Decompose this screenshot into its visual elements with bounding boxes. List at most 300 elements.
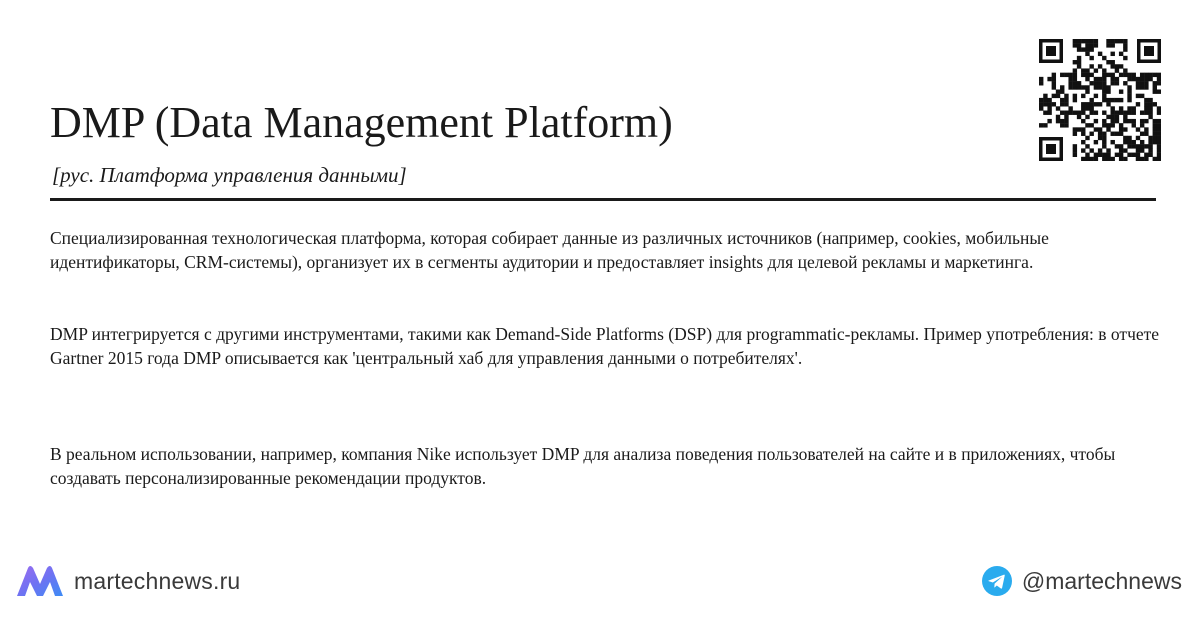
qr-module [1064,115,1068,119]
qr-module [1068,85,1072,89]
qr-module [1148,102,1152,106]
qr-module [1077,81,1081,85]
qr-module [1153,136,1157,140]
qr-module [1153,132,1157,136]
usage-example-paragraph: В реальном использовании, например, компания Nike использует DMP для анализа поведения пользователей на сайте и в приложениях, чтобы создавать персонализированные рекомендации продуктов. [50,444,1116,488]
telegram-handle: @martechnews [1021,567,1182,594]
qr-module [1085,153,1089,157]
qr-module [1148,148,1152,152]
qr-module [1085,85,1089,89]
qr-module [1157,89,1161,93]
qr-module [1127,98,1131,102]
qr-module [1047,111,1051,115]
qr-module [1106,73,1110,77]
qr-module [1077,85,1081,89]
qr-module [1115,115,1119,119]
qr-module [1119,64,1123,68]
qr-module [1153,81,1157,85]
qr-module [1140,73,1144,77]
qr-module [1081,111,1085,115]
qr-module [1073,98,1077,102]
qr-module [1047,77,1051,81]
qr-module [1119,89,1123,93]
qr-module [1111,52,1115,56]
qr-module [1047,119,1051,123]
qr-module [1068,106,1072,110]
martechnews-logo-icon [15,564,65,598]
qr-module [1073,132,1077,136]
qr-module [1043,98,1047,102]
qr-module [1102,89,1106,93]
qr-module [1085,43,1089,47]
qr-module [1081,157,1085,161]
qr-module [1081,119,1085,123]
qr-module [1144,111,1148,115]
qr-module [1119,148,1123,152]
qr-module [1052,81,1056,85]
qr-module [1148,111,1152,115]
qr-module [1094,157,1098,161]
qr-module [1064,94,1068,98]
qr-module [1098,102,1102,106]
qr-module [1136,148,1140,152]
qr-module [1153,89,1157,93]
qr-module [1132,106,1136,110]
qr-module [1073,43,1077,47]
qr-module [1085,39,1089,43]
qr-module [1140,81,1144,85]
qr-module [1102,111,1106,115]
qr-module [1089,102,1093,106]
qr-module [1157,136,1161,140]
qr-module [1136,136,1140,140]
qr-module [1102,157,1106,161]
qr-module [1115,132,1119,136]
qr-module [1098,153,1102,157]
qr-module [1140,123,1144,127]
qr-module [1098,64,1102,68]
qr-module [1144,73,1148,77]
qr-module [1144,102,1148,106]
qr-module [1123,119,1127,123]
qr-module [1081,73,1085,77]
qr-module [1157,111,1161,115]
qr-module [1094,119,1098,123]
qr-module [1140,157,1144,161]
qr-module [1106,85,1110,89]
qr-module [1043,123,1047,127]
qr-module [1102,136,1106,140]
qr-module [1144,119,1148,123]
qr-module [1106,115,1110,119]
qr-module [1102,77,1106,81]
qr-module [1094,153,1098,157]
qr-module [1140,144,1144,148]
qr-module [1081,85,1085,89]
qr-module [1153,140,1157,144]
page-title: DMP (Data Management Platform) [50,98,673,147]
qr-module [1157,132,1161,136]
qr-module [1102,68,1106,72]
qr-module [1123,73,1127,77]
qr-module [1127,111,1131,115]
qr-module [1043,94,1047,98]
qr-module [1127,153,1131,157]
qr-module [1153,157,1157,161]
qr-module [1073,127,1077,131]
qr-module [1102,73,1106,77]
qr-module [1085,106,1089,110]
qr-module [1157,157,1161,161]
qr-module [1127,73,1131,77]
qr-module [1073,73,1077,77]
qr-module [1144,77,1148,81]
qr-module [1123,43,1127,47]
qr-module [1123,157,1127,161]
qr-module [1060,98,1064,102]
qr-code-icon[interactable] [1039,39,1161,161]
qr-module [1094,68,1098,72]
qr-module [1098,52,1102,56]
qr-module [1153,73,1157,77]
qr-module [1127,140,1131,144]
qr-module [1106,89,1110,93]
qr-module [1111,157,1115,161]
qr-module [1085,73,1089,77]
qr-module [1060,85,1064,89]
qr-module [1077,39,1081,43]
qr-module [1136,102,1140,106]
qr-module [1140,119,1144,123]
qr-module [1111,115,1115,119]
qr-module [1102,85,1106,89]
qr-module [1153,127,1157,131]
qr-module [1106,157,1110,161]
qr-module [1089,111,1093,115]
qr-module [1089,56,1093,60]
qr-module [1098,148,1102,152]
qr-module [1102,144,1106,148]
qr-module [1064,73,1068,77]
qr-module [1089,64,1093,68]
qr-module [1157,123,1161,127]
qr-module [1132,144,1136,148]
qr-module [1106,60,1110,64]
qr-module [1077,111,1081,115]
qr-module [1047,106,1051,110]
qr-module [1157,144,1161,148]
qr-module [1073,111,1077,115]
qr-module [1136,144,1140,148]
qr-module [1111,77,1115,81]
qr-module [1140,94,1144,98]
qr-module [1043,102,1047,106]
qr-module [1127,77,1131,81]
qr-module [1115,68,1119,72]
qr-module [1111,98,1115,102]
qr-module [1157,81,1161,85]
qr-module [1039,77,1043,81]
qr-module [1077,127,1081,131]
qr-module [1148,73,1152,77]
qr-module [1111,73,1115,77]
qr-module [1111,123,1115,127]
definition-paragraph: Специализированная технологическая платформа, которая собирает данные из различных источников (например, cookies, мобильные идентификаторы, CRM-системы), организует их в сегменты аудитории и предоставляет insights для целевой рекламы и маркетинга. [50,228,1049,272]
qr-module [1102,132,1106,136]
qr-module [1157,119,1161,123]
qr-module [1140,140,1144,144]
qr-module [1144,132,1148,136]
qr-module [1073,60,1077,64]
qr-module [1064,102,1068,106]
qr-module [1127,85,1131,89]
telegram-link[interactable] [982,566,1182,596]
qr-module [1111,140,1115,144]
qr-module [1140,132,1144,136]
qr-module [1119,157,1123,161]
qr-module [1085,47,1089,51]
qr-module [1119,132,1123,136]
qr-module [1085,102,1089,106]
qr-module [1119,73,1123,77]
qr-module [1056,119,1060,123]
qr-module [1123,68,1127,72]
qr-module [1052,102,1056,106]
qr-module [1098,85,1102,89]
qr-module [1136,77,1140,81]
qr-module [1056,106,1060,110]
qr-module [1115,81,1119,85]
qr-module [1123,136,1127,140]
qr-module [1136,157,1140,161]
qr-module [1085,89,1089,93]
qr-module [1068,111,1072,115]
qr-module [1064,98,1068,102]
qr-module [1089,47,1093,51]
qr-module [1094,94,1098,98]
qr-module [1102,123,1106,127]
qr-module [1127,119,1131,123]
qr-module [1115,119,1119,123]
title-divider [50,198,1156,201]
qr-module [1064,119,1068,123]
qr-module [1102,153,1106,157]
qr-module [1157,148,1161,152]
qr-module [1089,43,1093,47]
qr-module [1132,77,1136,81]
qr-module [1123,127,1127,131]
qr-module [1081,94,1085,98]
qr-module [1148,140,1152,144]
qr-module [1119,111,1123,115]
qr-module [1068,73,1072,77]
qr-module [1060,111,1064,115]
qr-module [1136,127,1140,131]
qr-module [1085,157,1089,161]
qr-module [1102,81,1106,85]
qr-module [1140,85,1144,89]
qr-module [1111,119,1115,123]
qr-module [1098,132,1102,136]
qr-module [1111,111,1115,115]
qr-module [1111,64,1115,68]
qr-module [1115,39,1119,43]
qr-module [1089,132,1093,136]
qr-module [1123,39,1127,43]
qr-module [1148,77,1152,81]
qr-module [1052,77,1056,81]
qr-module [1123,111,1127,115]
qr-module [1039,81,1043,85]
qr-module [1102,140,1106,144]
qr-module [1127,106,1131,110]
qr-module [1089,81,1093,85]
qr-module [1119,144,1123,148]
qr-module [1127,136,1131,140]
page-subtitle: [рус. Платформа управления данными] [52,163,407,187]
qr-module [1089,157,1093,161]
qr-module [1089,123,1093,127]
qr-module [1132,123,1136,127]
qr-module [1094,102,1098,106]
qr-module [1144,127,1148,131]
qr-module [1073,81,1077,85]
qr-module [1119,123,1123,127]
footer-brand[interactable] [15,564,240,598]
qr-module [1111,39,1115,43]
qr-module [1085,144,1089,148]
qr-module [1119,39,1123,43]
qr-module [1081,140,1085,144]
qr-module [1153,102,1157,106]
qr-module [1144,98,1148,102]
qr-module [1148,106,1152,110]
qr-module [1081,47,1085,51]
qr-module [1039,106,1043,110]
qr-module [1052,73,1056,77]
qr-module [1064,111,1068,115]
qr-module [1123,115,1127,119]
qr-module [1060,89,1064,93]
qr-module [1144,144,1148,148]
qr-module [1115,64,1119,68]
qr-module [1123,81,1127,85]
qr-module [1068,81,1072,85]
qr-module [1064,123,1068,127]
qr-module [1077,60,1081,64]
qr-module [1060,102,1064,106]
qr-module [1077,47,1081,51]
integration-paragraph: DMP интегрируется с другими инструментами, такими как Demand-Side Platforms (DSP) для programmatic-рекламы. Пример употребления: в отчете Gartner 2015 года DMP описывается как 'центральный хаб для управления данными о потребителях'. [50,324,1160,368]
qr-module [1153,123,1157,127]
qr-module [1106,123,1110,127]
qr-module [1094,85,1098,89]
qr-module [1123,148,1127,152]
qr-module [1056,89,1060,93]
qr-module [1073,148,1077,152]
qr-module [1123,140,1127,144]
qr-module [1106,39,1110,43]
qr-module [1077,64,1081,68]
qr-module [1085,77,1089,81]
qr-module [1081,106,1085,110]
qr-module [1127,89,1131,93]
qr-module [1132,119,1136,123]
qr-module [1144,81,1148,85]
qr-module [1119,127,1123,131]
qr-module [1094,39,1098,43]
qr-module [1106,43,1110,47]
qr-module [1089,98,1093,102]
qr-module [1132,73,1136,77]
qr-module [1115,77,1119,81]
qr-module [1098,136,1102,140]
qr-module [1043,111,1047,115]
qr-module [1148,115,1152,119]
qr-module [1098,81,1102,85]
qr-module [1106,98,1110,102]
qr-module [1085,68,1089,72]
qr-module [1136,153,1140,157]
qr-module [1123,47,1127,51]
qr-module [1144,85,1148,89]
qr-module [1157,127,1161,131]
qr-module [1144,153,1148,157]
qr-module [1140,77,1144,81]
qr-module [1089,106,1093,110]
qr-module [1102,94,1106,98]
qr-module [1094,140,1098,144]
qr-module [1157,140,1161,144]
qr-module [1085,115,1089,119]
qr-module [1081,102,1085,106]
qr-module [1089,73,1093,77]
qr-module [1073,77,1077,81]
qr-module [1077,43,1081,47]
qr-module [1106,148,1110,152]
qr-module [1111,43,1115,47]
qr-module [1039,102,1043,106]
qr-module [1085,123,1089,127]
qr-module [1102,56,1106,60]
qr-module [1157,73,1161,77]
qr-module [1077,115,1081,119]
qr-module [1140,111,1144,115]
qr-module [1094,43,1098,47]
qr-module [1119,106,1123,110]
qr-module [1111,132,1115,136]
qr-module [1132,111,1136,115]
qr-module [1148,144,1152,148]
qr-module [1081,148,1085,152]
qr-module [1047,102,1051,106]
qr-module [1047,98,1051,102]
qr-module [1052,94,1056,98]
qr-module [1073,68,1077,72]
qr-module [1102,119,1106,123]
qr-module [1060,119,1064,123]
qr-module [1127,94,1131,98]
qr-module [1144,157,1148,161]
qr-module [1115,144,1119,148]
qr-module [1060,123,1064,127]
qr-module [1094,81,1098,85]
qr-module [1094,127,1098,131]
qr-module [1153,119,1157,123]
qr-module [1140,148,1144,152]
qr-module [1081,127,1085,131]
qr-module [1073,85,1077,89]
